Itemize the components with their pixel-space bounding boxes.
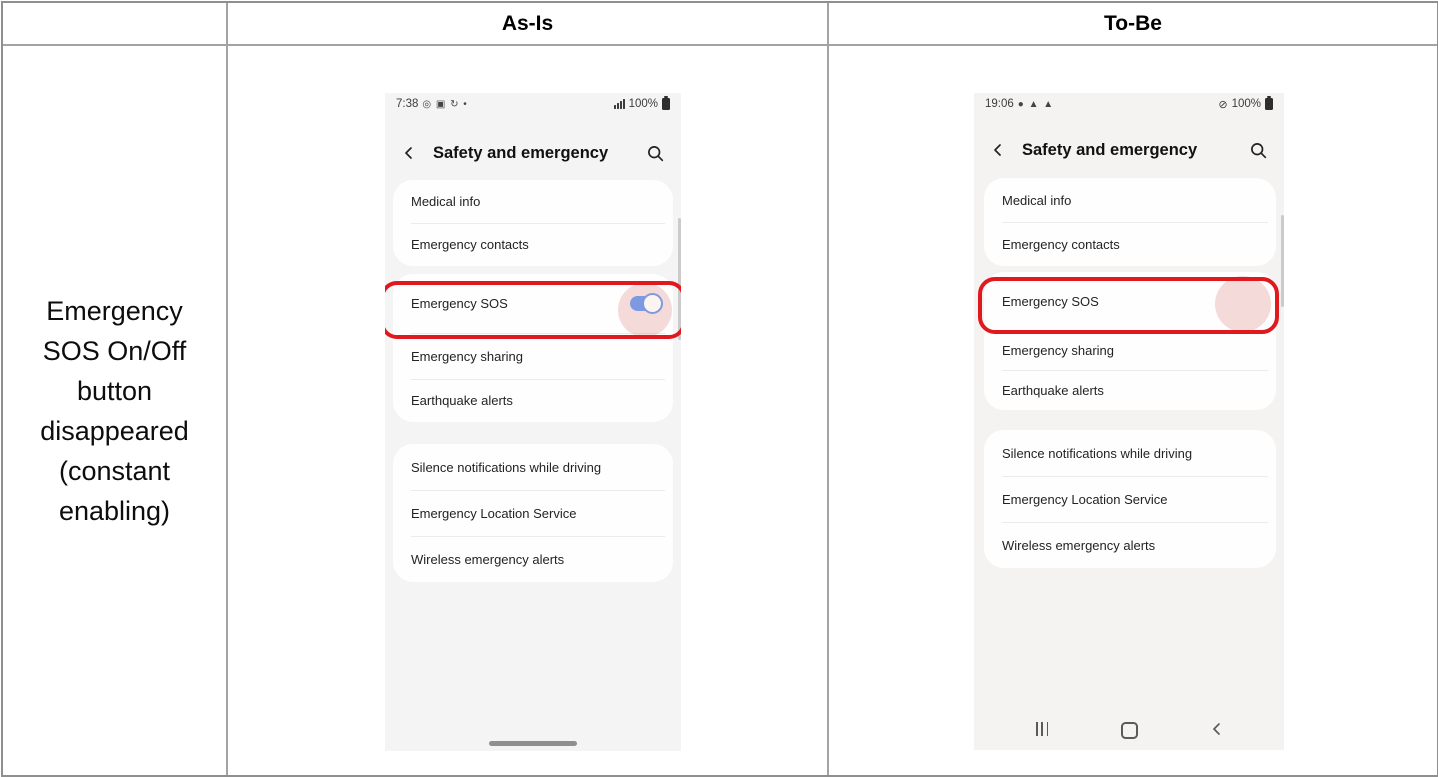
list-item-label: Emergency sharing	[411, 348, 523, 364]
notification-icons: ◎ ▣ ↻ •	[422, 98, 468, 110]
battery-icon	[1265, 98, 1273, 110]
as-is-header-label: As-Is	[501, 11, 554, 35]
list-item-label: Wireless emergency alerts	[411, 551, 565, 567]
nav-back-icon[interactable]	[1211, 722, 1223, 741]
status-bar	[974, 95, 1284, 113]
list-item-label: Silence notifications while driving	[411, 459, 602, 475]
comparison-table	[1, 1, 1438, 777]
list-item-wireless-emergency-alerts[interactable]	[393, 536, 673, 582]
as-is-cell	[228, 46, 829, 775]
list-item-label: Emergency Location Service	[1002, 491, 1168, 507]
page-title: Safety and emergency	[1022, 140, 1198, 159]
to-be-phone-screenshot	[974, 93, 1284, 750]
settings-card	[984, 178, 1276, 266]
list-item-emergency-contacts[interactable]	[984, 222, 1276, 266]
list-item-emergency-sharing[interactable]	[984, 330, 1276, 370]
as-is-phone-screenshot	[385, 93, 681, 751]
settings-card	[393, 444, 673, 582]
list-item-label: Wireless emergency alerts	[1002, 537, 1156, 553]
header-cell-to-be	[829, 3, 1437, 46]
list-item-earthquake-alerts[interactable]	[984, 370, 1276, 410]
back-icon[interactable]	[991, 143, 1005, 157]
scrollbar[interactable]	[1281, 215, 1284, 307]
header-cell-as-is	[228, 3, 829, 46]
navigation-bar	[974, 710, 1284, 750]
battery-percent: 100%	[1231, 98, 1261, 110]
list-item-emergency-contacts[interactable]	[393, 223, 673, 266]
list-item-label: Emergency SOS	[411, 296, 508, 311]
gesture-home-bar[interactable]	[489, 741, 577, 746]
status-time: 7:38	[396, 98, 419, 110]
list-item-wireless-emergency-alerts[interactable]	[984, 522, 1276, 568]
list-item-emergency-location-service[interactable]	[984, 476, 1276, 522]
list-item-label: Emergency contacts	[1002, 236, 1120, 252]
issue-label-cell	[3, 46, 228, 775]
list-item-label: Earthquake alerts	[411, 393, 513, 408]
settings-card	[393, 180, 673, 266]
battery-icon	[662, 98, 670, 110]
status-time: 19:06	[985, 98, 1014, 110]
app-bar	[974, 130, 1284, 170]
list-item-emergency-location-service[interactable]	[393, 490, 673, 536]
search-icon[interactable]	[647, 145, 664, 162]
notification-icons: ● ▲ ▲	[1017, 98, 1055, 110]
list-item-label: Silence notifications while driving	[1002, 445, 1193, 461]
settings-card	[984, 430, 1276, 568]
signal-strength-icon	[614, 99, 625, 109]
list-item-label: Emergency SOS	[1002, 293, 1099, 309]
do-not-disturb-icon: ⊘	[1218, 98, 1228, 111]
to-be-header-label: To-Be	[1104, 11, 1162, 35]
home-icon[interactable]	[1121, 722, 1138, 739]
list-item-label: Emergency contacts	[411, 237, 529, 252]
list-item-silence-notifications[interactable]	[984, 430, 1276, 476]
list-item-medical-info[interactable]	[984, 178, 1276, 222]
to-be-cell	[829, 46, 1437, 775]
issue-label: Emergency SOS On/Off button disappeared (constant enabling)	[40, 295, 189, 526]
list-item-label: Medical info	[411, 194, 481, 209]
search-icon[interactable]	[1250, 142, 1267, 159]
back-icon[interactable]	[402, 146, 416, 160]
list-item-label: Emergency Location Service	[411, 505, 577, 521]
list-item-silence-notifications[interactable]	[393, 444, 673, 490]
list-item-label: Medical info	[1002, 192, 1072, 208]
touch-indicator	[1215, 276, 1271, 332]
list-item-emergency-sharing[interactable]	[393, 333, 673, 379]
app-bar	[385, 133, 681, 173]
status-bar	[385, 95, 681, 113]
list-item-earthquake-alerts[interactable]	[393, 379, 673, 422]
scrollbar[interactable]	[678, 218, 681, 340]
header-cell-empty	[3, 3, 228, 46]
battery-percent: 100%	[628, 98, 658, 110]
recents-icon[interactable]	[1036, 722, 1048, 736]
list-item-label: Emergency sharing	[1002, 342, 1114, 358]
emergency-sos-toggle-on[interactable]	[630, 296, 661, 311]
list-item-medical-info[interactable]	[393, 180, 673, 223]
list-item-label: Earthquake alerts	[1002, 382, 1104, 398]
page-title: Safety and emergency	[433, 143, 609, 162]
